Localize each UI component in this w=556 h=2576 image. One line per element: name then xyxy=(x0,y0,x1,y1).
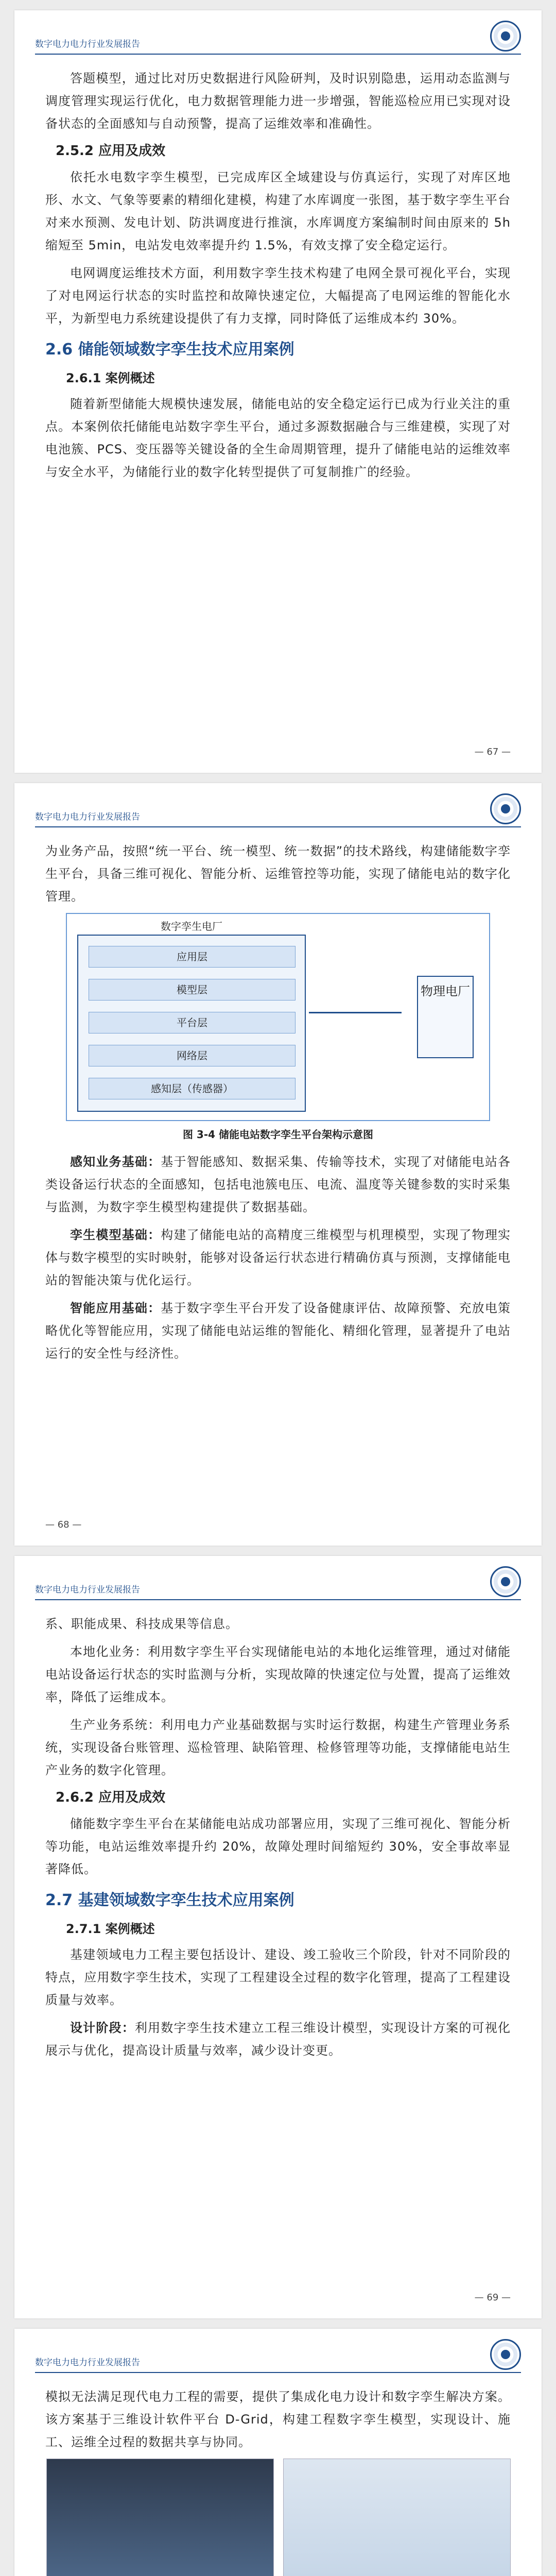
lead-term: 感知业务基础： xyxy=(70,1155,161,1169)
paragraph-text: 基于数字孪生平台开发了设备健康评估、故障预警、充放电策略优化等智能应用，实现了储能电站运维的智能化、精细化管理，显著提升了电站运行的安全性与经济性。 xyxy=(45,1301,511,1361)
physical-plant-box: 物理电厂 xyxy=(417,976,474,1058)
dgrid-panel-b-image xyxy=(283,2459,511,2576)
section-heading: 2.5.2 应用及成效 xyxy=(56,143,166,159)
logo-seal-icon xyxy=(490,2339,521,2370)
paragraph: 模拟无法满足现代电力工程的需要，提供了集成化电力设计和数字孪生解决方案。该方案基于三维设计软件平台 D-Grid，构建工程数字孪生模型，实现设计、施工、运维全过程的数据共享与协同。 xyxy=(45,2389,511,2449)
paragraph: 答题模型，通过比对历史数据进行风险研判，及时识别隐患，运用动态监测与调度管理实现运行优化，电力数据管理能力进一步增强，智能巡检应用已实现对设备状态的全面感知与自动预警，提高了运维效率和准确性。 xyxy=(45,71,511,131)
header-text: 数字电力电力行业发展报告 xyxy=(35,2358,140,2368)
connector-arrow xyxy=(309,1012,402,1013)
section-heading: 2.6.2 应用及成效 xyxy=(56,1790,166,1805)
chapter-heading: 2.7 基建领域数字孪生技术应用案例 xyxy=(45,1891,294,1909)
paragraph-text: 基于智能感知、数据采集、传输等技术，实现了对储能电站各类设备运行状态的全面感知，包括电池簇电压、电流、温度等关键参数的实时采集与监测，为数字孪生模型构建提供了数据基础。 xyxy=(45,1155,511,1214)
lead-term: 设计阶段： xyxy=(70,2021,135,2035)
paragraph: 生产业务系统：利用电力产业基础数据与实时运行数据，构建生产管理业务系统，实现设备台账管理、巡检管理、缺陷管理、检修管理等功能，支撑储能电站生产业务的数字化管理。 xyxy=(45,1718,511,1777)
page-4 xyxy=(14,2329,542,2576)
page-header xyxy=(35,2339,521,2373)
figure-platform-architecture xyxy=(66,913,490,1121)
logo-seal-icon xyxy=(490,1566,521,1597)
paragraph-text: 构建了储能电站的高精度三维模型与机理模型，实现了物理实体与数字模型的实时映射，能够对设备运行状态进行精确仿真与预测，支撑储能电站的智能决策与优化运行。 xyxy=(45,1228,511,1287)
dgrid-panel-a-image xyxy=(46,2459,274,2576)
paragraph xyxy=(45,1297,511,1365)
paragraph xyxy=(45,2016,511,2062)
paragraph: 系、职能成果、科技成果等信息。 xyxy=(45,1617,238,1631)
lead-term: 孪生模型基础： xyxy=(70,1228,161,1242)
chapter-heading: 2.6 储能领域数字孪生技术应用案例 xyxy=(45,341,294,359)
layer-box: 应用层 xyxy=(89,946,296,968)
page-number: — 69 — xyxy=(474,2292,511,2303)
layer-box: 模型层 xyxy=(89,979,296,1001)
page-1 xyxy=(14,10,542,773)
subsection-heading: 2.6.1 案例概述 xyxy=(66,371,155,385)
figure-frame-title: 数字孪生电厂 xyxy=(161,920,222,933)
paragraph: 为业务产品，按照“统一平台、统一模型、统一数据”的技术路线，构建储能数字孪生平台，具备三维可视化、智能分析、运维管控等功能，实现了储能电站的数字化管理。 xyxy=(45,844,511,904)
page-number: — 68 — xyxy=(45,1519,82,1530)
page-header xyxy=(35,793,521,827)
logo-seal-icon xyxy=(490,793,521,824)
page-number: — 67 — xyxy=(474,747,511,757)
paragraph: 储能数字孪生平台在某储能电站成功部署应用，实现了三维可视化、智能分析等功能，电站运维效率提升约 20%，故障处理时间缩短约 30%，安全事故率显著降低。 xyxy=(45,1817,511,1876)
paragraph: 基建领域电力工程主要包括设计、建设、竣工验收三个阶段，针对不同阶段的特点，应用数字孪生技术，实现了工程建设全过程的数字化管理，提高了工程建设质量与效率。 xyxy=(45,1947,511,2007)
header-text: 数字电力电力行业发展报告 xyxy=(35,1585,140,1595)
paragraph: 依托水电数字孪生模型，已完成库区全域建设与仿真运行，实现了对库区地形、水文、气象等要素的精细化建模，构建了水库调度一张图，基于数字孪生平台对来水预测、发电计划、防洪调度进行推演，水库调度方案编制时间由原来的 5h 缩短至 5min，电站发电效率提升约 1.5%，有效支撑了安全稳定运行。 xyxy=(45,170,511,252)
logo-seal-icon xyxy=(490,21,521,52)
paragraph xyxy=(45,1150,511,1218)
paragraph: 本地化业务：利用数字孪生平台实现储能电站的本地化运维管理，通过对储能电站设备运行状态的实时监测与分析，实现故障的快速定位与处置，提高了运维效率，降低了运维成本。 xyxy=(45,1645,511,1704)
paragraph xyxy=(45,1224,511,1292)
layer-box: 网络层 xyxy=(89,1045,296,1066)
lead-term: 智能应用基础： xyxy=(70,1301,161,1315)
header-text: 数字电力电力行业发展报告 xyxy=(35,812,140,822)
header-text: 数字电力电力行业发展报告 xyxy=(35,39,140,49)
twin-frame xyxy=(77,935,306,1112)
layer-box: 平台层 xyxy=(89,1012,296,1033)
paragraph-text: 利用数字孪生技术建立工程三维设计模型，实现设计方案的可视化展示与优化，提高设计质量与效率，减少设计变更。 xyxy=(45,2021,511,2058)
paragraph: 随着新型储能大规模快速发展，储能电站的安全稳定运行已成为行业关注的重点。本案例依托储能电站数字孪生平台，通过多源数据融合与三维建模，实现了对电池簇、PCS、变压器等关键设备的全生命周期管理，提升了储能电站的运维效率与安全水平，为储能行业的数字化转型提供了可复制推广的经验。 xyxy=(45,397,511,479)
figure-caption: 图 3-4 储能电站数字孪生平台架构示意图 xyxy=(182,1128,374,1141)
paragraph: 电网调度运维技术方面，利用数字孪生技术构建了电网全景可视化平台，实现了对电网运行状态的实时监控和故障快速定位，大幅提高了电网运维的智能化水平，为新型电力系统建设提供了有力支撑，同时降低了运维成本约 30%。 xyxy=(45,266,511,326)
page-header xyxy=(35,1566,521,1600)
subsection-heading: 2.7.1 案例概述 xyxy=(66,1922,155,1936)
page-3 xyxy=(14,1556,542,2318)
page-header xyxy=(35,21,521,55)
layer-box: 感知层（传感器） xyxy=(89,1078,296,1099)
page-2 xyxy=(14,783,542,1546)
figure-dgrid-platform xyxy=(46,2459,510,2576)
